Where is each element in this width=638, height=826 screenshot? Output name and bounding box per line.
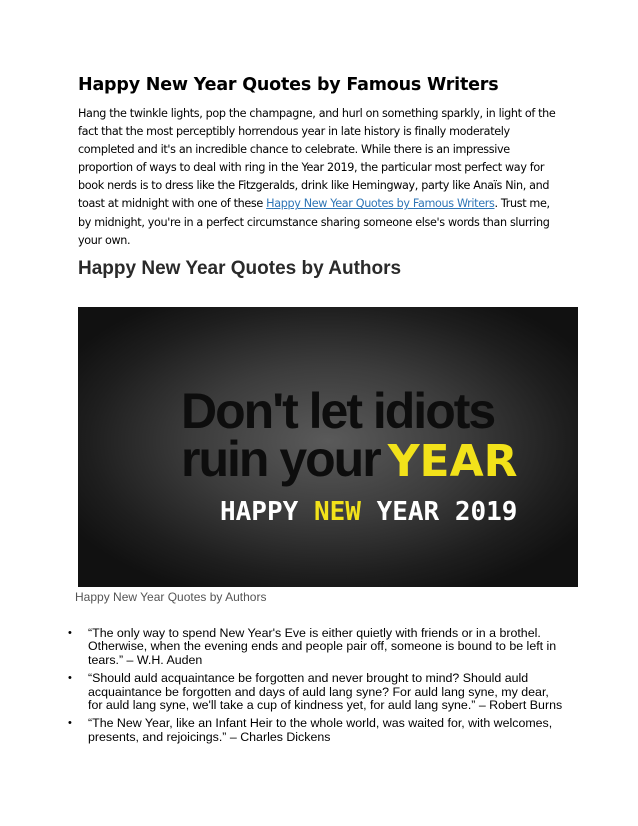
quotes-list xyxy=(64,627,564,749)
image-caption: Happy New Year Quotes by Authors xyxy=(75,590,267,604)
image-line-3 xyxy=(220,497,517,527)
quote-text: “The New Year, like an Infant Heir to the whole world, was waited for, with welcomes, presents, and rejoicings.” – Charles Dickens xyxy=(88,716,553,744)
image-year-highlight: YEAR xyxy=(387,436,518,487)
intro-paragraph xyxy=(78,105,562,250)
image-line-2-prefix: ruin your xyxy=(181,431,380,487)
section-heading: Happy New Year Quotes by Authors xyxy=(78,258,402,279)
list-item xyxy=(64,717,564,744)
list-item xyxy=(64,627,564,667)
page-title: Happy New Year Quotes by Famous Writers xyxy=(78,75,499,95)
famous-writers-quotes-link[interactable]: Happy New Year Quotes by Famous Writers xyxy=(266,197,495,211)
quote-text: “The only way to spend New Year's Eve is either quietly with friends or in a brothel. Otherwise, when the evening ends and people pair off, someone is bound to be left in tears.” – W.H. Auden xyxy=(88,626,557,667)
quote-text: “Should auld acquaintance be forgotten and never brought to mind? Should auld acquaintance be forgotten and days of auld lang syne? For auld lang syne, my dear, for auld lang syne, we'll take a cup of kindness yet, for auld lang syne.” – Robert Burns xyxy=(88,671,563,713)
image-line-3-suffix: YEAR 2019 xyxy=(376,497,518,527)
image-line-2 xyxy=(181,433,518,488)
image-line-1: Don't let idiots xyxy=(181,383,495,439)
bullet-icon: • xyxy=(68,672,72,685)
image-new-highlight: NEW xyxy=(313,497,361,527)
bullet-icon: • xyxy=(68,717,72,730)
new-year-image xyxy=(78,307,578,587)
intro-text-start: Hang the twinkle lights, pop the champagne, and hurl on something sparkly, in light of the fact that the most perceptibly horrendous year in late history is finally moderately completed and it's an incredible chance to celebrate. While there is an impressive proportion of ways to deal with ring in the Year 2019, the particular most perfect way for book nerds is to dress like the Fitzgeralds, drink like Hemingway, party like Anaïs Nin, and toast at midnight with one of these xyxy=(78,107,556,211)
image-line-3-prefix: HAPPY xyxy=(220,497,299,527)
bullet-icon: • xyxy=(68,627,72,639)
list-item xyxy=(64,672,564,712)
intro-text-end: . Trust me, by midnight, you're in a perfect circumstance sharing someone else's words than slurring your own. xyxy=(78,197,550,247)
